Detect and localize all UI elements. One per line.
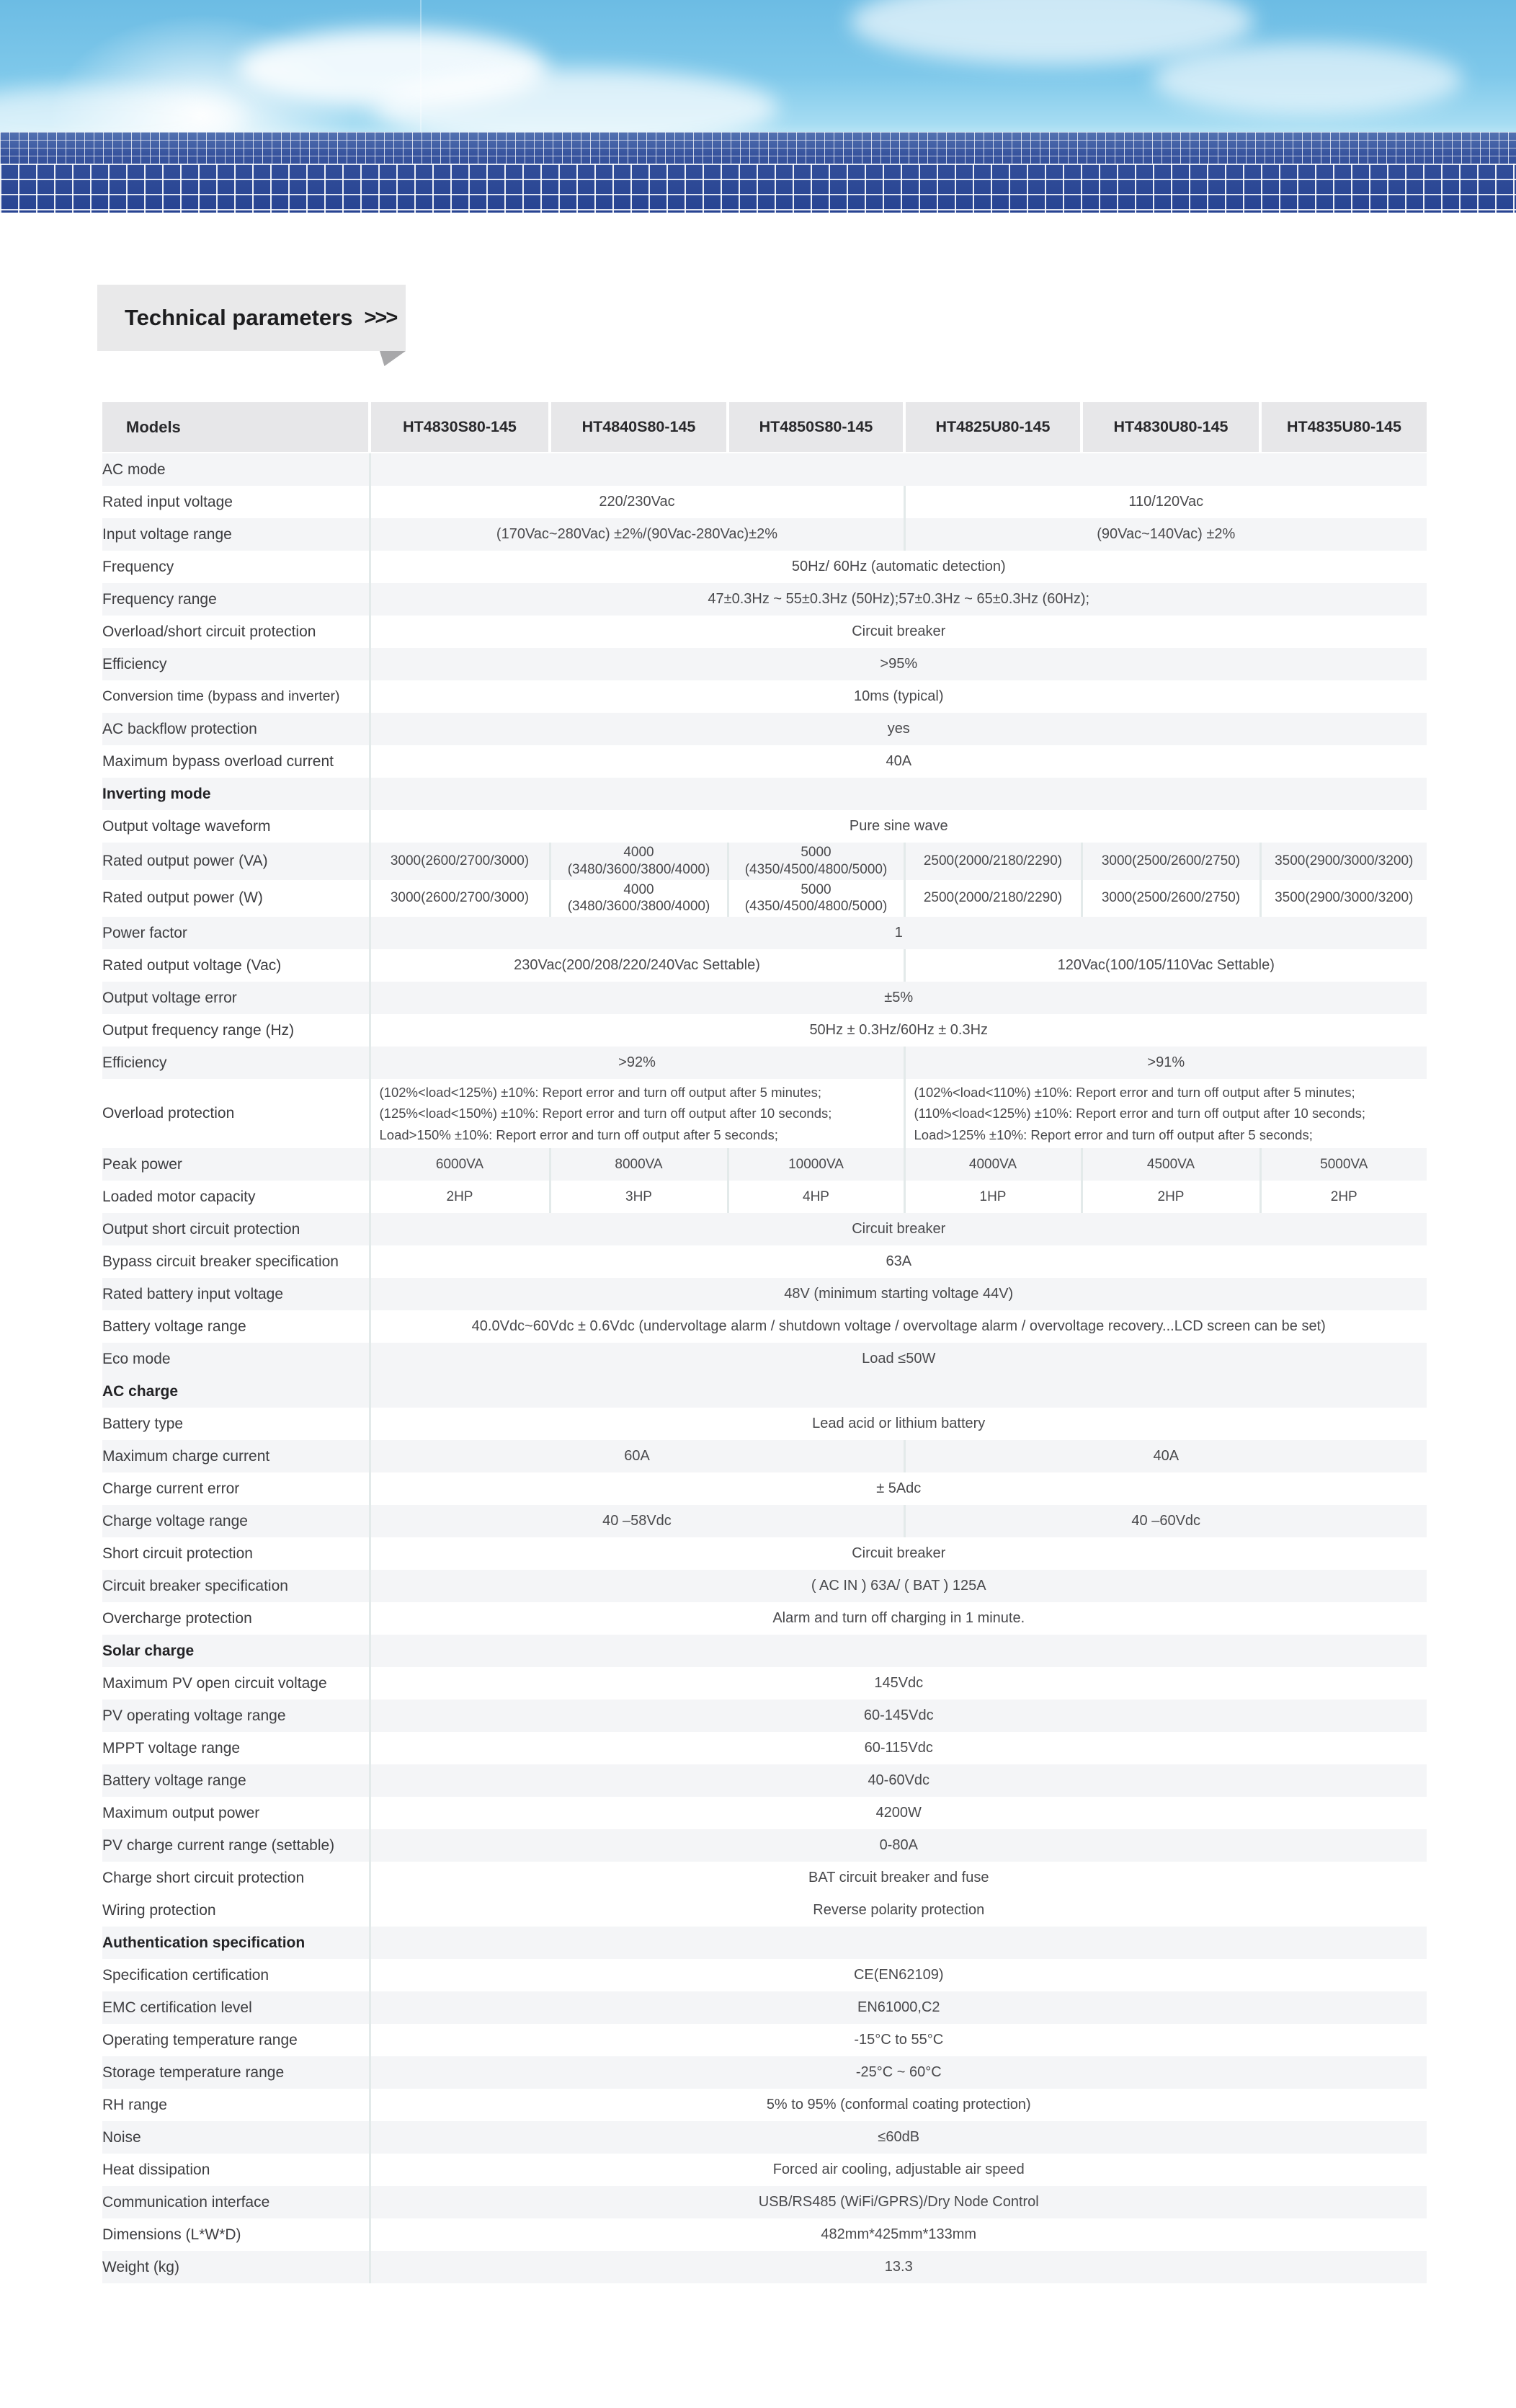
solar-panel-array [0,132,1516,213]
spec-row [102,2218,1427,2251]
spec-label: Storage temperature range [102,2063,285,2081]
spec-value-cell: 40A [904,1440,1427,1472]
spec-value-cell: Circuit breaker [370,616,1427,648]
spec-value-cell: Circuit breaker [370,1537,1427,1570]
spec-value-cell: (102%<load<110%) ±10%: Report error and turn off output after 5 minutes; (110%<load<125%) ±10%: Report error and turn off output after 10 seconds; Load>125% ±10%: Report error and turn off output after 5 seconds; [904,1079,1427,1148]
spec-row [102,1181,1427,1213]
spec-row [102,1959,1427,1991]
spec-value-cell: >92% [370,1047,904,1079]
spec-label: Inverting mode [102,785,211,802]
spec-label: EMC certification level [102,1999,252,2016]
hero-solar-image [0,0,1516,213]
spec-label: Weight (kg) [102,2258,179,2275]
spec-value-cell: -15°C to 55°C [370,2024,1427,2056]
spec-label-cell [102,1213,370,1245]
spec-label-cell [102,1375,370,1408]
spec-row [102,583,1427,616]
model-column-header: HT4850S80-145 [728,402,904,453]
spec-row [102,1014,1427,1047]
spec-value-cell: 63A [370,1245,1427,1278]
spec-row [102,1829,1427,1862]
spec-value-cell: Load ≤50W [370,1343,1427,1375]
section-row [102,1635,1427,1667]
spec-value-cell: 2500(2000/2180/2290) [904,880,1082,918]
spec-row [102,1047,1427,1079]
spec-label: Heat dissipation [102,2161,210,2178]
spec-label: Conversion time (bypass and inverter) [102,688,340,704]
spec-value-cell: 2500(2000/2180/2290) [904,843,1082,880]
model-column-header: HT4830S80-145 [370,402,550,453]
spec-value-cell: BAT circuit breaker and fuse [370,1862,1427,1894]
spec-value-cell: ±5% [370,982,1427,1014]
spec-label-cell [102,917,370,949]
spec-row [102,1245,1427,1278]
spec-value-cell: 120Vac(100/105/110Vac Settable) [904,949,1427,982]
spec-label-cell [102,1894,370,1927]
spec-label: Rated input voltage [102,493,233,510]
spec-label-cell [102,745,370,778]
spec-row [102,648,1427,680]
models-header-cell: Models [102,402,370,453]
spec-value-cell: 482mm*425mm*133mm [370,2218,1427,2251]
spec-label-cell [102,1797,370,1829]
spec-label-cell [102,1732,370,1764]
spec-row [102,1732,1427,1764]
spec-label-cell [102,1014,370,1047]
spec-value-cell: 220/230Vac [370,486,904,518]
spec-label: Authentication specification [102,1934,306,1951]
spec-label: AC mode [102,461,166,478]
spec-row [102,1667,1427,1700]
section-row [102,453,1427,486]
spec-label-cell [102,518,370,551]
spec-value-cell: 230Vac(200/208/220/240Vac Settable) [370,949,904,982]
spec-label: Maximum bypass overload current [102,752,334,770]
spec-value-cell: 145Vdc [370,1667,1427,1700]
spec-value-cell: (102%<load<125%) ±10%: Report error and turn off output after 5 minutes; (125%<load<150%) ±10%: Report error and turn off output after 10 seconds; Load>150% ±10%: Report error and turn off output after 5 seconds; [370,1079,904,1148]
spec-row [102,1991,1427,2024]
spec-label-cell [102,2056,370,2089]
spec-label: RH range [102,2096,167,2113]
spec-value-cell: 40-60Vdc [370,1764,1427,1797]
spec-label-cell [102,1278,370,1310]
spec-label: AC backflow protection [102,720,257,737]
spec-row [102,1700,1427,1732]
spec-label-cell [102,1959,370,1991]
spec-value-cell: 10ms (typical) [370,680,1427,713]
spec-label: PV charge current range (settable) [102,1836,335,1854]
spec-label: Wiring protection [102,1901,216,1919]
spec-value-cell [370,1635,1427,1667]
section-row [102,1375,1427,1408]
spec-label-cell [102,1408,370,1440]
spec-label: Output voltage error [102,989,237,1006]
spec-label: Power factor [102,924,187,941]
spec-value-cell: 60-145Vdc [370,1700,1427,1732]
section-row [102,1927,1427,1959]
spec-value-cell: 60-115Vdc [370,1732,1427,1764]
spec-row [102,1764,1427,1797]
spec-row [102,1797,1427,1829]
spec-row [102,1894,1427,1927]
page-title: Technical parameters [125,305,353,330]
spec-label-cell [102,1440,370,1472]
spec-label-cell [102,551,370,583]
spec-value-cell: 6000VA [370,1148,550,1181]
spec-value-cell: Lead acid or lithium battery [370,1408,1427,1440]
spec-value-cell: yes [370,713,1427,745]
spec-row [102,1570,1427,1602]
spec-label: Dimensions (L*W*D) [102,2226,241,2243]
spec-label: Noise [102,2128,141,2146]
spec-label: Charge current error [102,1480,240,1497]
spec-label: PV operating voltage range [102,1707,286,1724]
spec-label: Output short circuit protection [102,1220,300,1238]
spec-value-cell: 5000VA [1260,1148,1427,1181]
spec-label-cell [102,1764,370,1797]
spec-row [102,810,1427,843]
spec-row [102,982,1427,1014]
spec-label: Battery voltage range [102,1318,246,1335]
spec-label: Input voltage range [102,525,232,543]
spec-label-cell [102,1570,370,1602]
spec-value-cell: 40 –58Vdc [370,1505,904,1537]
spec-value-cell: 5% to 95% (conformal coating protection) [370,2089,1427,2121]
spec-label: Solar charge [102,1642,195,1659]
spec-label-cell [102,713,370,745]
spec-label-cell [102,648,370,680]
spec-row [102,880,1427,918]
spec-value-cell: 48V (minimum starting voltage 44V) [370,1278,1427,1310]
spec-label-cell [102,2089,370,2121]
spec-value-cell: -25°C ~ 60°C [370,2056,1427,2089]
spec-label: Output voltage waveform [102,817,271,835]
spec-row [102,1602,1427,1635]
spec-label-cell [102,2186,370,2218]
spec-label-cell [102,1537,370,1570]
spec-row [102,551,1427,583]
spec-value-cell: 3500(2900/3000/3200) [1260,843,1427,880]
spec-label: Eco mode [102,1350,171,1367]
spec-row [102,949,1427,982]
spec-row [102,2024,1427,2056]
spec-label: Short circuit protection [102,1545,253,1562]
spec-row [102,2154,1427,2186]
spec-value-cell: 4500VA [1082,1148,1260,1181]
spec-value-cell: 3000(2500/2600/2750) [1082,843,1260,880]
spec-label-cell [102,1245,370,1278]
spec-value-cell: >91% [904,1047,1427,1079]
spec-value-cell: 40.0Vdc~60Vdc ± 0.6Vdc (undervoltage alarm / shutdown voltage / overvoltage alarm / overvoltage recovery...LCD screen can be set) [370,1310,1427,1343]
spec-label: Rated output voltage (Vac) [102,956,282,974]
technical-parameters-table [102,402,1427,2283]
spec-value-cell: 1HP [904,1181,1082,1213]
spec-label: Rated output power (W) [102,889,263,907]
spec-row [102,1440,1427,1472]
spec-row [102,745,1427,778]
spec-label-cell [102,880,370,918]
model-column-header: HT4835U80-145 [1260,402,1427,453]
spec-label: Battery voltage range [102,1772,246,1789]
spec-row [102,2186,1427,2218]
spec-label-cell [102,453,370,486]
spec-label-cell [102,1602,370,1635]
spec-row [102,680,1427,713]
spec-row [102,713,1427,745]
model-column-header: HT4840S80-145 [550,402,728,453]
spec-value-cell: 5000 (4350/4500/4800/5000) [728,843,904,880]
spec-row [102,616,1427,648]
spec-label: Loaded motor capacity [102,1188,256,1205]
spec-row [102,1278,1427,1310]
spec-value-cell: 10000VA [728,1148,904,1181]
spec-row [102,1343,1427,1375]
spec-row [102,1079,1427,1148]
spec-value-cell: ± 5Adc [370,1472,1427,1505]
spec-label: MPPT voltage range [102,1739,241,1756]
spec-label-cell [102,1343,370,1375]
spec-label-cell [102,1991,370,2024]
spec-row [102,2056,1427,2089]
spec-label: Specification certification [102,1966,269,1983]
spec-value-cell [370,778,1427,810]
spec-label-cell [102,1667,370,1700]
spec-value-cell: 3000(2600/2700/3000) [370,843,550,880]
spec-row [102,1408,1427,1440]
spec-label: Maximum output power [102,1804,260,1821]
spec-label: Battery type [102,1415,184,1432]
spec-value-cell: Pure sine wave [370,810,1427,843]
spec-row [102,1505,1427,1537]
spec-label-cell [102,2121,370,2154]
spec-label-cell [102,843,370,880]
section-row [102,778,1427,810]
spec-label: Output frequency range (Hz) [102,1021,295,1039]
spec-value-cell: 2HP [1082,1181,1260,1213]
spec-label: Operating temperature range [102,2031,298,2048]
spec-label: Maximum PV open circuit voltage [102,1674,327,1692]
solar-panels-near [0,164,1516,213]
spec-label: Frequency [102,558,174,575]
spec-value-cell: 3000(2600/2700/3000) [370,880,550,918]
spec-row [102,1862,1427,1894]
spec-label-cell [102,1635,370,1667]
spec-label-cell [102,982,370,1014]
spec-label-cell [102,1829,370,1862]
spec-value-cell: 1 [370,917,1427,949]
spec-row [102,2089,1427,2121]
spec-label-cell [102,2218,370,2251]
spec-label-cell [102,778,370,810]
spec-value-cell: 50Hz ± 0.3Hz/60Hz ± 0.3Hz [370,1014,1427,1047]
spec-label: Charge voltage range [102,1512,248,1529]
spec-value-cell: 0-80A [370,1829,1427,1862]
spec-value-cell: ≤60dB [370,2121,1427,2154]
spec-value-cell: Alarm and turn off charging in 1 minute. [370,1602,1427,1635]
spec-label: Efficiency [102,1054,167,1071]
spec-label: Rated battery input voltage [102,1285,283,1302]
spec-value-cell: >95% [370,648,1427,680]
spec-value-cell: 3000(2500/2600/2750) [1082,880,1260,918]
spec-value-cell: 4000 (3480/3600/3800/4000) [550,843,728,880]
spec-value-cell: 5000 (4350/4500/4800/5000) [728,880,904,918]
spec-label-cell [102,1927,370,1959]
spec-label: Rated output power (VA) [102,852,268,869]
spec-label: Communication interface [102,2193,270,2211]
spec-row [102,2251,1427,2283]
spec-value-cell: 4200W [370,1797,1427,1829]
photo-seam [420,0,422,134]
spec-label-cell [102,583,370,616]
spec-row [102,518,1427,551]
spec-label: Efficiency [102,655,167,672]
spec-value-cell: 47±0.3Hz ~ 55±0.3Hz (50Hz);57±0.3Hz ~ 65±0.3Hz (60Hz); [370,583,1427,616]
spec-row [102,1148,1427,1181]
spec-label: Frequency range [102,590,217,608]
spec-value-cell: 50Hz/ 60Hz (automatic detection) [370,551,1427,583]
spec-label: Circuit breaker specification [102,1577,288,1594]
spec-label-cell [102,1862,370,1894]
section-title-plate [97,285,406,351]
spec-value-cell [370,1375,1427,1408]
spec-label-cell [102,486,370,518]
table-body [102,453,1427,2283]
spec-value-cell: Reverse polarity protection [370,1894,1427,1927]
spec-value-cell: CE(EN62109) [370,1959,1427,1991]
spec-label-cell [102,616,370,648]
spec-label-cell [102,1700,370,1732]
spec-label: Overload/short circuit protection [102,623,316,640]
spec-label-cell [102,1148,370,1181]
spec-value-cell: 3HP [550,1181,728,1213]
spec-label: Overcharge protection [102,1609,252,1627]
spec-label-cell [102,2154,370,2186]
spec-label: Maximum charge current [102,1447,270,1465]
table-header [102,402,1427,453]
spec-label: Bypass circuit breaker specification [102,1253,339,1270]
spec-row [102,486,1427,518]
spec-value-cell: Circuit breaker [370,1213,1427,1245]
spec-value-cell: 110/120Vac [904,486,1427,518]
spec-value-cell: 4000VA [904,1148,1082,1181]
model-column-header: HT4825U80-145 [904,402,1082,453]
spec-row [102,2121,1427,2154]
spec-value-cell: 60A [370,1440,904,1472]
spec-value-cell [370,1927,1427,1959]
spec-label: Overload protection [102,1105,235,1121]
title-fold-corner [380,351,406,366]
spec-label-cell [102,949,370,982]
spec-label-cell [102,2251,370,2283]
spec-value-cell: (170Vac~280Vac) ±2%/(90Vac-280Vac)±2% [370,518,904,551]
spec-value-cell: EN61000,C2 [370,1991,1427,2024]
spec-label-cell [102,2024,370,2056]
spec-value-cell: USB/RS485 (WiFi/GPRS)/Dry Node Control [370,2186,1427,2218]
spec-row [102,843,1427,880]
spec-row [102,1472,1427,1505]
spec-label: Charge short circuit protection [102,1869,305,1886]
spec-value-cell: 4000 (3480/3600/3800/4000) [550,880,728,918]
spec-value-cell: Forced air cooling, adjustable air speed [370,2154,1427,2186]
spec-label-cell [102,1047,370,1079]
title-arrows-icon: >>> [364,306,397,329]
spec-value-cell: (90Vac~140Vac) ±2% [904,518,1427,551]
spec-row [102,1310,1427,1343]
spec-value-cell: 40 –60Vdc [904,1505,1427,1537]
spec-value-cell: 40A [370,745,1427,778]
table-header-row [102,402,1427,453]
spec-value-cell: 2HP [1260,1181,1427,1213]
spec-label-cell [102,1310,370,1343]
spec-value-cell: 8000VA [550,1148,728,1181]
spec-value-cell: 4HP [728,1181,904,1213]
spec-value-cell [370,453,1427,486]
spec-label: AC charge [102,1382,179,1400]
spec-value-cell: 2HP [370,1181,550,1213]
spec-label-cell [102,1181,370,1213]
spec-label-cell [102,680,370,713]
spec-label-cell [102,1472,370,1505]
spec-label-cell [102,1079,370,1148]
spec-row [102,1537,1427,1570]
spec-row [102,1213,1427,1245]
cloud [1153,43,1463,115]
spec-label-cell [102,810,370,843]
spec-label-cell [102,1505,370,1537]
spec-value-cell: 13.3 [370,2251,1427,2283]
spec-label: Peak power [102,1155,182,1173]
spec-value-cell: ( AC IN ) 63A/ ( BAT ) 125A [370,1570,1427,1602]
spec-row [102,917,1427,949]
solar-panels-far [0,132,1516,164]
spec-value-cell: 3500(2900/3000/3200) [1260,880,1427,918]
model-column-header: HT4830U80-145 [1082,402,1260,453]
